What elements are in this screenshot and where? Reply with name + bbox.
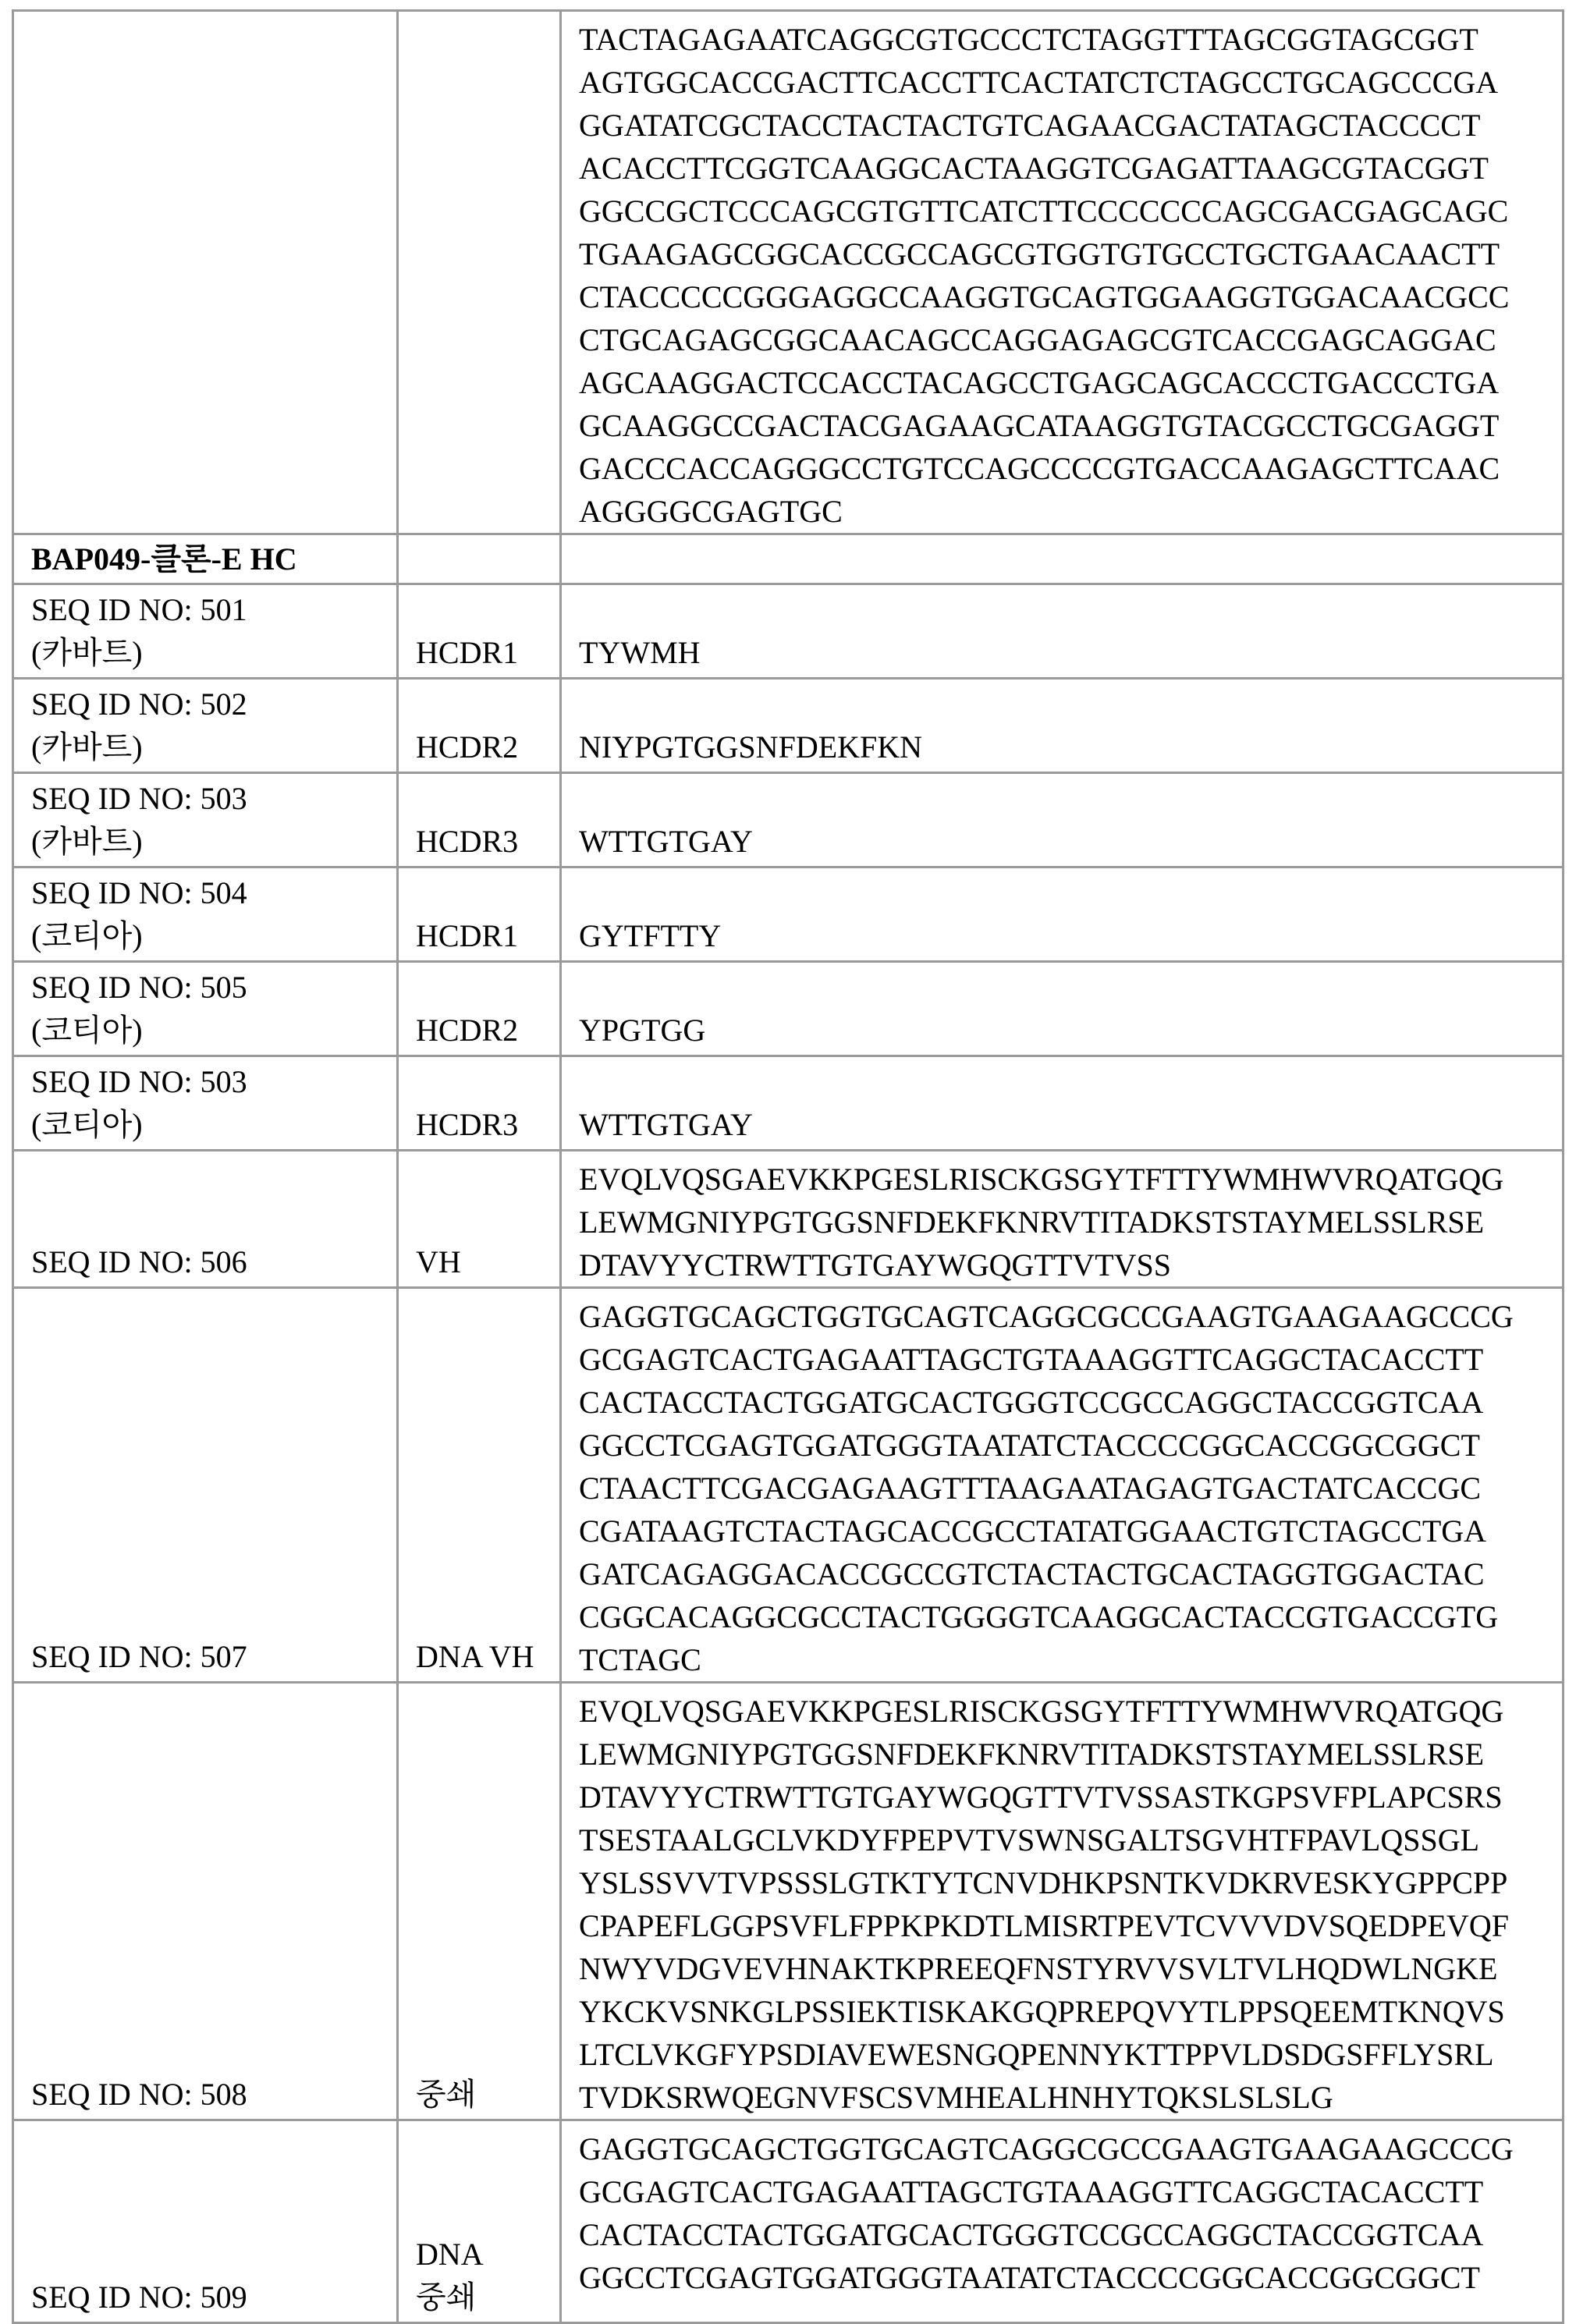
sequence-line: GAGGTGCAGCTGGTGCAGTCAGGCGCCGAAGTGAAGAAGCCCG xyxy=(579,1295,1545,1338)
table-row xyxy=(13,1683,1564,2120)
region-label: HCDR2 xyxy=(416,1009,542,1052)
section-title: BAP049-클론-E HC xyxy=(31,538,379,580)
sequence-line: AGCAAGGACTCCACCTACAGCCTGAGCAGCACCCTGACCCTGA xyxy=(579,361,1545,404)
table-row xyxy=(13,773,1564,868)
sequence-line: AGGGGCGAGTGC xyxy=(579,490,1545,533)
sequence-line: WTTGTGAY xyxy=(579,820,1545,863)
seq-id-cell xyxy=(13,2120,398,2323)
region-cell xyxy=(398,534,561,584)
region-cell xyxy=(398,1056,561,1151)
table-row xyxy=(13,2120,1564,2323)
seq-id-text: SEQ ID NO: 503 xyxy=(31,1060,379,1103)
sequence-line: CGGCACAGGCGCCTACTGGGGTCAAGGCACTACCGTGACCGTG xyxy=(579,1595,1545,1638)
sequence-line: GAGGTGCAGCTGGTGCAGTCAGGCGCCGAAGTGAAGAAGCCCG xyxy=(579,2127,1545,2170)
sequence-line: EVQLVQSGAEVKKPGESLRISCKGSGYTFTTYWMHWVRQATGQG xyxy=(579,1158,1545,1201)
sequence-cell xyxy=(561,534,1564,584)
region-label: HCDR3 xyxy=(416,820,542,863)
sequence-line: GCGAGTCACTGAGAATTAGCTGTAAAGGTTCAGGCTACACCTT xyxy=(579,2170,1545,2213)
sequence-cell xyxy=(561,1683,1564,2120)
seq-id-text: (카바트) xyxy=(31,726,379,768)
seq-id-cell xyxy=(13,1151,398,1288)
sequence-cell xyxy=(561,1151,1564,1288)
seq-id-text: SEQ ID NO: 505 xyxy=(31,966,379,1009)
section-header-row xyxy=(13,534,1564,584)
sequence-line: YPGTGG xyxy=(579,1009,1545,1052)
sequence-cell xyxy=(561,679,1564,773)
seq-id-text: SEQ ID NO: 502 xyxy=(31,683,379,726)
table-row xyxy=(13,868,1564,962)
region-label: 중쇄 xyxy=(416,2276,542,2319)
sequence-cell xyxy=(561,2120,1564,2323)
sequence-line: GGATATCGCTACCTACTACTGTCAGAACGACTATAGCTACCCCT xyxy=(579,104,1545,147)
sequence-cell xyxy=(561,1288,1564,1683)
seq-id-cell xyxy=(13,773,398,868)
region-cell xyxy=(398,11,561,534)
seq-id-cell xyxy=(13,1056,398,1151)
region-cell xyxy=(398,1151,561,1288)
sequence-line: CTGCAGAGCGGCAACAGCCAGGAGAGCGTCACCGAGCAGGAC xyxy=(579,318,1545,361)
sequence-line: CTAACTTCGACGAGAAGTTTAAGAATAGAGTGACTATCACCGC xyxy=(579,1467,1545,1510)
table-row xyxy=(13,584,1564,679)
region-label: HCDR2 xyxy=(416,726,542,768)
sequence-line: GATCAGAGGACACCGCCGTCTACTACTGCACTAGGTGGACTAC xyxy=(579,1552,1545,1595)
seq-id-text: SEQ ID NO: 503 xyxy=(31,777,379,820)
sequence-line: DTAVYYCTRWTTGTGAYWGQGTTVTVSSASTKGPSVFPLAPCSRS xyxy=(579,1776,1545,1818)
table-row xyxy=(13,1288,1564,1683)
sequence-line: TACTAGAGAATCAGGCGTGCCCTCTAGGTTTAGCGGTAGCGGT xyxy=(579,18,1545,61)
region-label: HCDR3 xyxy=(416,1103,542,1146)
region-label: DNA xyxy=(416,2233,542,2276)
seq-id-text: (카바트) xyxy=(31,820,379,863)
seq-id-cell xyxy=(13,534,398,584)
sequence-line: CACTACCTACTGGATGCACTGGGTCCGCCAGGCTACCGGTCAA xyxy=(579,2213,1545,2256)
sequence-cell xyxy=(561,11,1564,534)
table-row xyxy=(13,1151,1564,1288)
sequence-line: WTTGTGAY xyxy=(579,1103,1545,1146)
table-row xyxy=(13,679,1564,773)
sequence-line: CPAPEFLGGPSVFLFPPKPKDTLMISRTPEVTCVVVDVSQEDPEVQF xyxy=(579,1904,1545,1947)
sequence-line: GCGAGTCACTGAGAATTAGCTGTAAAGGTTCAGGCTACACCTT xyxy=(579,1338,1545,1381)
seq-id-text: SEQ ID NO: 507 xyxy=(31,1635,379,1678)
sequence-line: CGATAAGTCTACTAGCACCGCCTATATGGAACTGTCTAGCCTGA xyxy=(579,1510,1545,1552)
region-cell xyxy=(398,584,561,679)
seq-id-text: SEQ ID NO: 509 xyxy=(31,2276,379,2319)
region-label: VH xyxy=(416,1240,542,1283)
sequence-line: GCAAGGCCGACTACGAGAAGCATAAGGTGTACGCCTGCGAGGT xyxy=(579,404,1545,447)
region-label: DNA VH xyxy=(416,1635,542,1678)
seq-id-cell xyxy=(13,11,398,534)
sequence-line: TVDKSRWQEGNVFSCSVMHEALHNHYTQKSLSLSLG xyxy=(579,2076,1545,2119)
sequence-line: TYWMH xyxy=(579,631,1545,674)
region-label: HCDR1 xyxy=(416,914,542,957)
sequence-line: GGCCTCGAGTGGATGGGTAATATCTACCCCGGCACCGGCGGCT xyxy=(579,1424,1545,1467)
seq-id-cell xyxy=(13,962,398,1056)
sequence-table-body xyxy=(13,11,1564,2323)
sequence-cell xyxy=(561,962,1564,1056)
sequence-line: TCTAGC xyxy=(579,1638,1545,1681)
sequence-line: GACCCACCAGGGCCTGTCCAGCCCCGTGACCAAGAGCTTCAAC xyxy=(579,447,1545,490)
table-row xyxy=(13,1056,1564,1151)
sequence-line: GGCCGCTCCCAGCGTGTTCATCTTCCCCCCCAGCGACGAGCAGC xyxy=(579,190,1545,232)
sequence-line: CTACCCCCGGGAGGCCAAGGTGCAGTGGAAGGTGGACAACGCC xyxy=(579,275,1545,318)
region-cell xyxy=(398,2120,561,2323)
seq-id-text: (코티아) xyxy=(31,1103,379,1146)
sequence-line: AGTGGCACCGACTTCACCTTCACTATCTCTAGCCTGCAGCCCGA xyxy=(579,61,1545,104)
seq-id-text: (코티아) xyxy=(31,914,379,957)
sequence-cell xyxy=(561,773,1564,868)
seq-id-text: SEQ ID NO: 506 xyxy=(31,1240,379,1283)
sequence-line: TGAAGAGCGGCACCGCCAGCGTGGTGTGCCTGCTGAACAACTT xyxy=(579,232,1545,275)
region-cell xyxy=(398,773,561,868)
region-label: HCDR1 xyxy=(416,631,542,674)
region-label: 중쇄 xyxy=(416,2073,542,2116)
sequence-cell xyxy=(561,584,1564,679)
region-cell xyxy=(398,1288,561,1683)
seq-id-text: SEQ ID NO: 501 xyxy=(31,588,379,631)
seq-id-cell xyxy=(13,584,398,679)
sequence-line: YSLSSVVTVPSSSLGTKTYTCNVDHKPSNTKVDKRVESKYGPPCPP xyxy=(579,1861,1545,1904)
table-row xyxy=(13,11,1564,534)
table-row xyxy=(13,962,1564,1056)
seq-id-cell xyxy=(13,679,398,773)
sequence-line: GGCCTCGAGTGGATGGGTAATATCTACCCCGGCACCGGCGGCT xyxy=(579,2256,1545,2299)
sequence-line: NWYVDGVEVHNAKTKPREEQFNSTYRVVSVLTVLHQDWLNGKE xyxy=(579,1947,1545,1990)
sequence-line: LEWMGNIYPGTGGSNFDEKFKNRVTITADKSTSTAYMELSSLRSE xyxy=(579,1733,1545,1776)
region-cell xyxy=(398,1683,561,2120)
sequence-table xyxy=(12,9,1564,2324)
seq-id-text: SEQ ID NO: 508 xyxy=(31,2073,379,2116)
sequence-line: EVQLVQSGAEVKKPGESLRISCKGSGYTFTTYWMHWVRQATGQG xyxy=(579,1690,1545,1733)
sequence-line: DTAVYYCTRWTTGTGAYWGQGTTVTVSS xyxy=(579,1244,1545,1286)
region-cell xyxy=(398,962,561,1056)
sequence-cell xyxy=(561,1056,1564,1151)
sequence-line: CACTACCTACTGGATGCACTGGGTCCGCCAGGCTACCGGTCAA xyxy=(579,1381,1545,1424)
region-cell xyxy=(398,679,561,773)
seq-id-cell xyxy=(13,1288,398,1683)
seq-id-text: SEQ ID NO: 504 xyxy=(31,871,379,914)
sequence-cell xyxy=(561,868,1564,962)
seq-id-text: (코티아) xyxy=(31,1009,379,1052)
sequence-line: LEWMGNIYPGTGGSNFDEKFKNRVTITADKSTSTAYMELSSLRSE xyxy=(579,1201,1545,1244)
sequence-line: GYTFTTY xyxy=(579,914,1545,957)
seq-id-text: (카바트) xyxy=(31,631,379,674)
seq-id-cell xyxy=(13,868,398,962)
region-cell xyxy=(398,868,561,962)
sequence-line: TSESTAALGCLVKDYFPEPVTVSWNSGALTSGVHTFPAVLQSSGL xyxy=(579,1818,1545,1861)
sequence-line: ACACCTTCGGTCAAGGCACTAAGGTCGAGATTAAGCGTACGGT xyxy=(579,147,1545,190)
sequence-line: LTCLVKGFYPSDIAVEWESNGQPENNYKTTPPVLDSDGSFFLYSRL xyxy=(579,2033,1545,2076)
sequence-line: YKCKVSNKGLPSSIEKTISKAKGQPREPQVYTLPPSQEEMTKNQVS xyxy=(579,1990,1545,2033)
seq-id-cell xyxy=(13,1683,398,2120)
sequence-line: NIYPGTGGSNFDEKFKN xyxy=(579,726,1545,768)
